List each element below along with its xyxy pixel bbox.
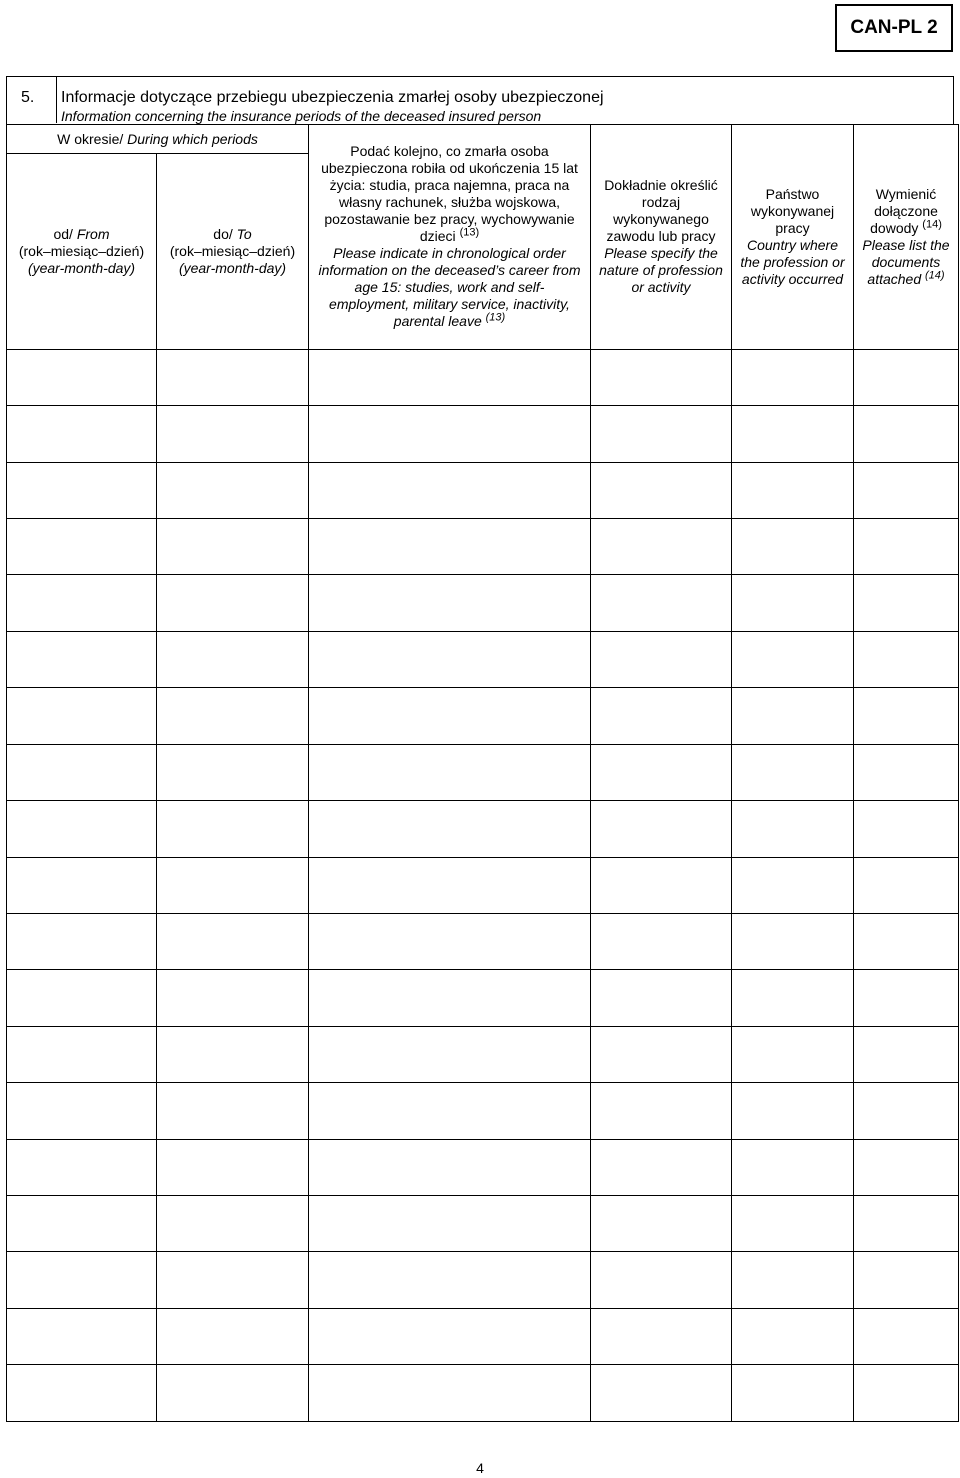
from-label-pl: od/ <box>53 225 73 242</box>
to-cell[interactable] <box>157 801 309 857</box>
to-cell[interactable] <box>157 1308 309 1364</box>
profession-cell[interactable] <box>591 1308 732 1364</box>
documents-text-pl: Wymienić dołączone dowody <box>870 185 938 236</box>
activity-cell[interactable] <box>309 688 591 744</box>
profession-cell[interactable] <box>591 349 732 405</box>
country-cell[interactable] <box>732 744 854 800</box>
country-cell[interactable] <box>732 913 854 969</box>
from-format-pl: (rok–miesiąc–dzień) <box>18 242 145 259</box>
documents-cell[interactable] <box>854 1196 959 1252</box>
to-cell[interactable] <box>157 349 309 405</box>
documents-text-en: Please list the documents attached <box>862 236 950 287</box>
documents-cell[interactable] <box>854 688 959 744</box>
from-cell[interactable] <box>7 970 157 1026</box>
activity-cell[interactable] <box>309 462 591 518</box>
profession-cell[interactable] <box>591 462 732 518</box>
documents-ref-en: (14) <box>925 269 945 282</box>
activity-cell[interactable] <box>309 1026 591 1082</box>
activity-cell[interactable] <box>309 1083 591 1139</box>
table-row <box>7 631 959 687</box>
documents-cell[interactable] <box>854 462 959 518</box>
from-header <box>7 154 157 350</box>
from-cell[interactable] <box>7 406 157 462</box>
country-cell[interactable] <box>732 1139 854 1195</box>
profession-cell[interactable] <box>591 970 732 1026</box>
documents-header <box>854 125 959 350</box>
activity-cell[interactable] <box>309 406 591 462</box>
profession-cell[interactable] <box>591 1252 732 1308</box>
table-row <box>7 857 959 913</box>
documents-cell[interactable] <box>854 857 959 913</box>
insurance-periods-table <box>6 124 959 1422</box>
country-cell[interactable] <box>732 406 854 462</box>
to-format-pl: (rok–miesiąc–dzień) <box>169 242 296 259</box>
country-cell[interactable] <box>732 1252 854 1308</box>
from-cell[interactable] <box>7 462 157 518</box>
activity-cell[interactable] <box>309 913 591 969</box>
profession-cell[interactable] <box>591 575 732 631</box>
activity-cell[interactable] <box>309 349 591 405</box>
profession-cell[interactable] <box>591 1196 732 1252</box>
period-header <box>7 125 309 154</box>
to-cell[interactable] <box>157 744 309 800</box>
page-number: 4 <box>476 1460 484 1476</box>
table-row <box>7 575 959 631</box>
table-row <box>7 801 959 857</box>
form-code-box <box>835 4 953 52</box>
activity-text-pl: Podać kolejno, co zmarła osoba ubezpieczona robiła od ukończenia 15 lat życia: studia, praca najemna, praca na własny rachunek, służba wojskowa, pozostawanie bez pracy, wychowywanie dzieci <box>321 143 578 245</box>
documents-cell[interactable] <box>854 1139 959 1195</box>
period-label-en: During which periods <box>127 130 258 147</box>
documents-cell[interactable] <box>854 1308 959 1364</box>
table-row <box>7 1196 959 1252</box>
country-cell[interactable] <box>732 1308 854 1364</box>
from-cell[interactable] <box>7 913 157 969</box>
section-header <box>6 76 954 124</box>
activity-cell[interactable] <box>309 1308 591 1364</box>
to-cell[interactable] <box>157 857 309 913</box>
documents-cell[interactable] <box>854 631 959 687</box>
profession-cell[interactable] <box>591 406 732 462</box>
activity-cell[interactable] <box>309 1139 591 1195</box>
to-cell[interactable] <box>157 688 309 744</box>
documents-cell[interactable] <box>854 349 959 405</box>
blank-rows <box>7 349 959 1421</box>
country-cell[interactable] <box>732 857 854 913</box>
table-row <box>7 688 959 744</box>
profession-cell[interactable] <box>591 857 732 913</box>
activity-cell[interactable] <box>309 801 591 857</box>
from-cell[interactable] <box>7 1139 157 1195</box>
profession-cell[interactable] <box>591 801 732 857</box>
country-cell[interactable] <box>732 970 854 1026</box>
profession-cell[interactable] <box>591 1083 732 1139</box>
activity-cell[interactable] <box>309 970 591 1026</box>
to-cell[interactable] <box>157 575 309 631</box>
form-code: CAN-PL 2 <box>850 17 938 38</box>
documents-cell[interactable] <box>854 970 959 1026</box>
section-title-pl: Informacje dotyczące przebiegu ubezpieczenia zmarłej osoby ubezpieczonej <box>61 89 604 106</box>
activity-ref-en: (13) <box>485 311 506 324</box>
country-cell[interactable] <box>732 518 854 574</box>
profession-cell[interactable] <box>591 1139 732 1195</box>
to-cell[interactable] <box>157 631 309 687</box>
table-row <box>7 462 959 518</box>
activity-text-en: Please indicate in chronological order information on the deceased’s career from age 15: studies, work and self-employment, military service, inactivity, parental leave <box>318 245 581 330</box>
table-row <box>7 1083 959 1139</box>
country-cell[interactable] <box>732 575 854 631</box>
profession-text-en: Please specify the nature of profession or activity <box>599 245 723 296</box>
country-text-en: Country where the profession or activity occurred <box>740 236 845 287</box>
documents-cell[interactable] <box>854 406 959 462</box>
country-cell[interactable] <box>732 349 854 405</box>
to-label-pl: do/ <box>213 225 233 242</box>
to-cell[interactable] <box>157 462 309 518</box>
to-cell[interactable] <box>157 1196 309 1252</box>
country-cell[interactable] <box>732 462 854 518</box>
country-cell[interactable] <box>732 1026 854 1082</box>
documents-cell[interactable] <box>854 1252 959 1308</box>
from-cell[interactable] <box>7 744 157 800</box>
documents-cell[interactable] <box>854 744 959 800</box>
table-row <box>7 1308 959 1364</box>
from-cell[interactable] <box>7 801 157 857</box>
to-cell[interactable] <box>157 970 309 1026</box>
country-cell[interactable] <box>732 1365 854 1422</box>
country-header <box>732 125 854 350</box>
profession-cell[interactable] <box>591 631 732 687</box>
documents-cell[interactable] <box>854 518 959 574</box>
from-cell[interactable] <box>7 688 157 744</box>
table-row <box>7 518 959 574</box>
to-cell[interactable] <box>157 1139 309 1195</box>
period-label-pl: W okresie/ <box>57 130 124 147</box>
from-cell[interactable] <box>7 1026 157 1082</box>
country-cell[interactable] <box>732 631 854 687</box>
from-cell[interactable] <box>7 1365 157 1422</box>
table-row <box>7 744 959 800</box>
documents-cell[interactable] <box>854 913 959 969</box>
from-cell[interactable] <box>7 1308 157 1364</box>
from-cell[interactable] <box>7 349 157 405</box>
to-header <box>157 154 309 350</box>
activity-cell[interactable] <box>309 857 591 913</box>
section-number: 5. <box>21 89 35 106</box>
table-row <box>7 913 959 969</box>
table-row <box>7 349 959 405</box>
activity-cell[interactable] <box>309 518 591 574</box>
header-row-period <box>7 125 959 154</box>
to-cell[interactable] <box>157 1083 309 1139</box>
documents-cell[interactable] <box>854 1026 959 1082</box>
section-divider <box>56 77 57 123</box>
profession-cell[interactable] <box>591 913 732 969</box>
country-cell[interactable] <box>732 1083 854 1139</box>
profession-text-pl: Dokładnie określić rodzaj wykonywanego zawodu lub pracy <box>604 177 718 245</box>
to-cell[interactable] <box>157 1365 309 1422</box>
activity-cell[interactable] <box>309 1196 591 1252</box>
profession-cell[interactable] <box>591 1365 732 1422</box>
section-title-en: Information concerning the insurance periods of the deceased insured person <box>61 108 542 124</box>
from-cell[interactable] <box>7 1252 157 1308</box>
activity-cell[interactable] <box>309 744 591 800</box>
table-row <box>7 406 959 462</box>
from-cell[interactable] <box>7 1196 157 1252</box>
table-row <box>7 1365 959 1422</box>
to-cell[interactable] <box>157 518 309 574</box>
country-cell[interactable] <box>732 1196 854 1252</box>
to-cell[interactable] <box>157 406 309 462</box>
from-cell[interactable] <box>7 518 157 574</box>
from-cell[interactable] <box>7 631 157 687</box>
documents-cell[interactable] <box>854 801 959 857</box>
country-cell[interactable] <box>732 688 854 744</box>
activity-header <box>309 125 591 350</box>
table-row <box>7 1026 959 1082</box>
country-text-pl: Państwo wykonywanej pracy <box>750 185 835 236</box>
activity-cell[interactable] <box>309 631 591 687</box>
documents-cell[interactable] <box>854 575 959 631</box>
from-label-en: From <box>76 225 110 242</box>
documents-cell[interactable] <box>854 1083 959 1139</box>
country-cell[interactable] <box>732 801 854 857</box>
profession-header <box>591 125 732 350</box>
from-format-en: (year-month-day) <box>27 259 136 276</box>
table-row <box>7 1252 959 1308</box>
documents-cell[interactable] <box>854 1365 959 1422</box>
activity-cell[interactable] <box>309 575 591 631</box>
table-row <box>7 1139 959 1195</box>
profession-cell[interactable] <box>591 518 732 574</box>
activity-ref-pl: (13) <box>459 226 480 239</box>
profession-cell[interactable] <box>591 1026 732 1082</box>
profession-cell[interactable] <box>591 744 732 800</box>
activity-cell[interactable] <box>309 1252 591 1308</box>
from-cell[interactable] <box>7 1083 157 1139</box>
profession-cell[interactable] <box>591 688 732 744</box>
from-cell[interactable] <box>7 575 157 631</box>
to-label-en: To <box>236 225 252 242</box>
documents-ref-pl: (14) <box>922 218 942 231</box>
table-row <box>7 970 959 1026</box>
to-format-en: (year-month-day) <box>178 259 287 276</box>
to-cell[interactable] <box>157 913 309 969</box>
from-cell[interactable] <box>7 857 157 913</box>
to-cell[interactable] <box>157 1026 309 1082</box>
activity-cell[interactable] <box>309 1365 591 1422</box>
to-cell[interactable] <box>157 1252 309 1308</box>
